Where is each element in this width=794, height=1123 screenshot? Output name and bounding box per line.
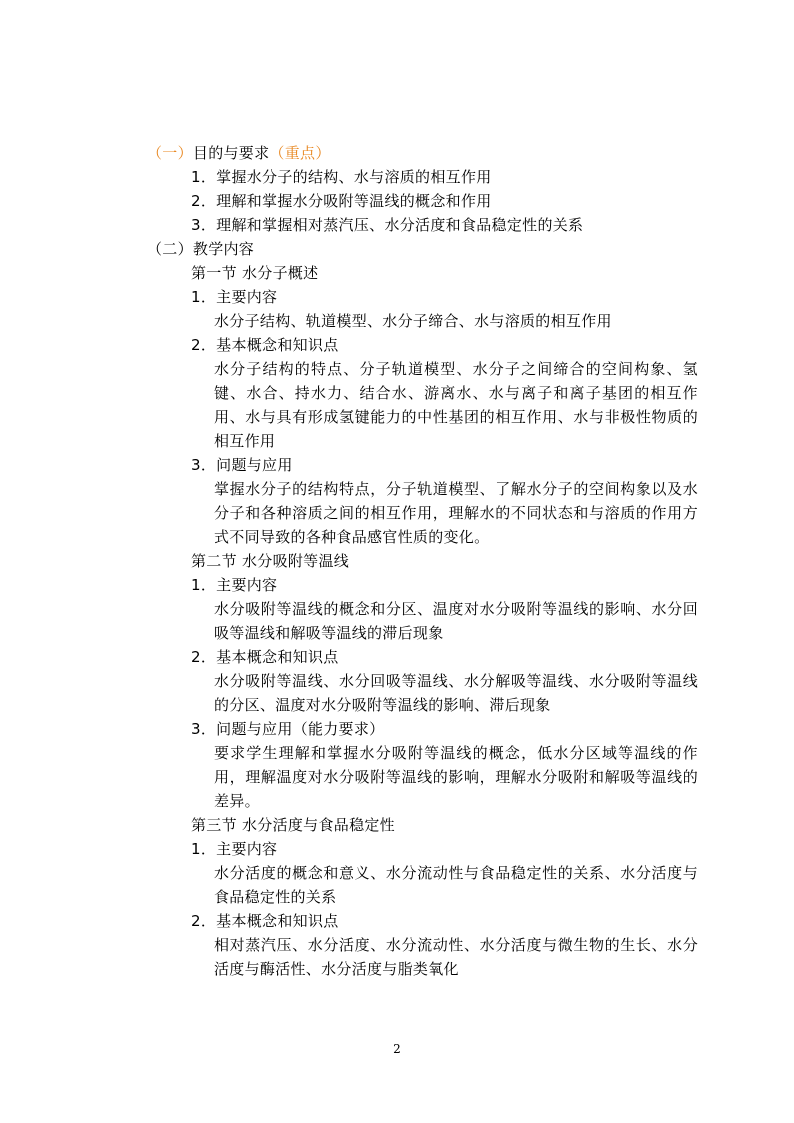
section2-item1-text: 水分吸附等温线的概念和分区、温度对水分吸附等温线的影响、水分回吸等温线和解吸等温线的滞后现象 — [214, 600, 698, 642]
section1-item2-text: 水分子结构的特点、分子轨道模型、水分子之间缔合的空间构象、氢键、水合、持水力、结合水、游离水、水与离子和离子基团的相互作用、水与具有形成氢键能力的中性基团的相互作用、水与非极性物质的相互作用 — [214, 360, 698, 450]
heading-objectives — [147, 141, 331, 165]
section2-item1-label: 1．主要内容 — [191, 576, 278, 594]
section3-title: 第三节 水分活度与食品稳定性 — [191, 816, 395, 834]
page-number: 2 — [393, 1042, 401, 1056]
section2-title: 第二节 水分吸附等温线 — [191, 552, 350, 570]
section3-item2-text: 相对蒸汽压、水分活度、水分流动性、水分活度与微生物的生长、水分活度与酶活性、水分活度与脂类氧化 — [214, 936, 698, 978]
heading-prefix: （一） — [147, 144, 193, 162]
section3-item1-text: 水分活度的概念和意义、水分流动性与食品稳定性的关系、水分活度与食品稳定性的关系 — [214, 864, 698, 906]
section1-item2-label: 2．基本概念和知识点 — [191, 336, 339, 354]
section1-title: 第一节 水分子概述 — [191, 264, 319, 282]
section2-item2-text: 水分吸附等温线、水分回吸等温线、水分解吸等温线、水分吸附等温线的分区、温度对水分吸附等温线的影响、滞后现象 — [214, 672, 698, 714]
section1-item1-text: 水分子结构、轨道模型、水分子缔合、水与溶质的相互作用 — [214, 312, 612, 330]
section1-item3-label: 3．问题与应用 — [191, 456, 293, 474]
section1-item3-text: 掌握水分子的结构特点，分子轨道模型、了解水分子的空间构象以及水分子和各种溶质之间的相互作用，理解水的不同状态和与溶质的作用方式不同导致的各种食品感官性质的变化。 — [214, 480, 698, 546]
section2-item3-label: 3．问题与应用（能力要求） — [191, 720, 385, 738]
section1-item1-label: 1．主要内容 — [191, 288, 278, 306]
heading-teaching-content: （二）教学内容 — [147, 240, 255, 258]
section3-item1-label: 1．主要内容 — [191, 840, 278, 858]
heading-highlight: （重点） — [269, 144, 331, 162]
objective-3: 3．理解和掌握相对蒸汽压、水分活度和食品稳定性的关系 — [191, 216, 584, 234]
objective-2: 2．理解和掌握水分吸附等温线的概念和作用 — [191, 192, 492, 210]
objective-1: 1．掌握水分子的结构、水与溶质的相互作用 — [191, 168, 492, 186]
section2-item3-text: 要求学生理解和掌握水分吸附等温线的概念，低水分区域等温线的作用，理解温度对水分吸附等温线的影响，理解水分吸附和解吸等温线的差异。 — [214, 744, 698, 810]
heading-text: 目的与要求 — [192, 144, 270, 162]
section3-item2-label: 2．基本概念和知识点 — [191, 912, 339, 930]
section2-item2-label: 2．基本概念和知识点 — [191, 648, 339, 666]
